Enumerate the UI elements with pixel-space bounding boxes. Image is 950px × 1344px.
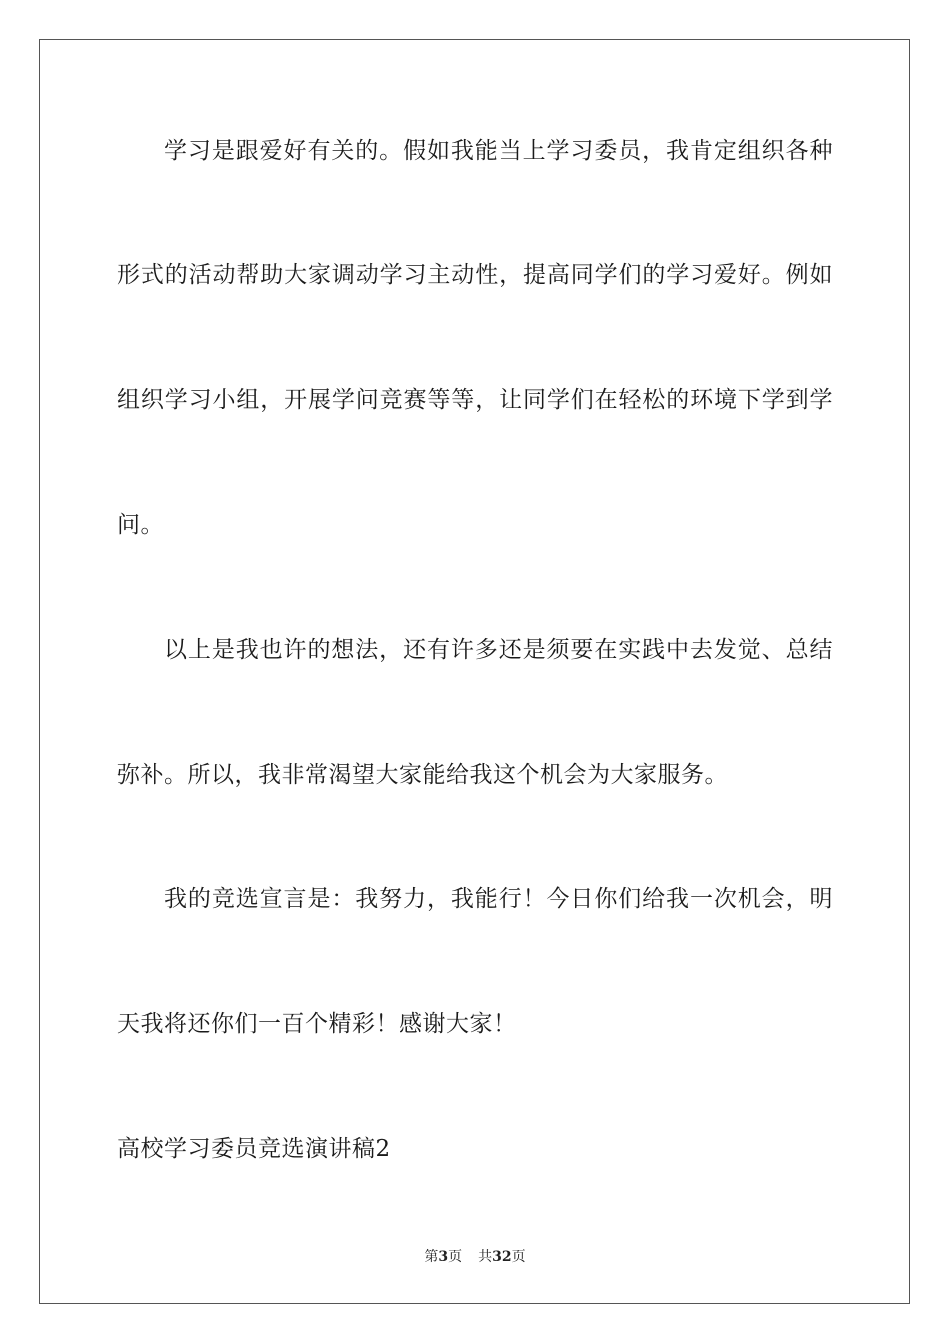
page-border <box>39 39 910 1304</box>
section-heading: 高校学习委员竞选演讲稿2 <box>117 1136 391 1162</box>
paragraph-1-line-4: 问。 <box>117 512 164 538</box>
footer-page-suffix: 页 <box>448 1249 463 1265</box>
page-footer <box>0 1248 950 1266</box>
paragraph-3-line-2: 天我将还你们一百个精彩！感谢大家！ <box>117 1011 517 1037</box>
paragraph-3-line-1: 我的竞选宣言是：我努力，我能行！今日你们给我一次机会，明 <box>164 886 833 912</box>
footer-page-total: 32 <box>492 1249 512 1265</box>
paragraph-1-line-2: 形式的活动帮助大家调动学习主动性，提高同学们的学习爱好。例如 <box>117 262 833 288</box>
footer-total-prefix: 共 <box>478 1249 493 1265</box>
paragraph-2-line-2: 弥补。所以，我非常渴望大家能给我这个机会为大家服务。 <box>117 762 728 788</box>
footer-page-prefix: 第 <box>424 1249 439 1265</box>
paragraph-1-line-3: 组织学习小组，开展学问竞赛等等，让同学们在轻松的环境下学到学 <box>117 387 833 413</box>
footer-page-current: 3 <box>438 1249 449 1265</box>
paragraph-2-line-1: 以上是我也许的想法，还有许多还是须要在实践中去发觉、总结 <box>164 637 833 663</box>
paragraph-1-line-1: 学习是跟爱好有关的。假如我能当上学习委员，我肯定组织各种 <box>164 138 833 164</box>
footer-total-suffix: 页 <box>511 1249 526 1265</box>
